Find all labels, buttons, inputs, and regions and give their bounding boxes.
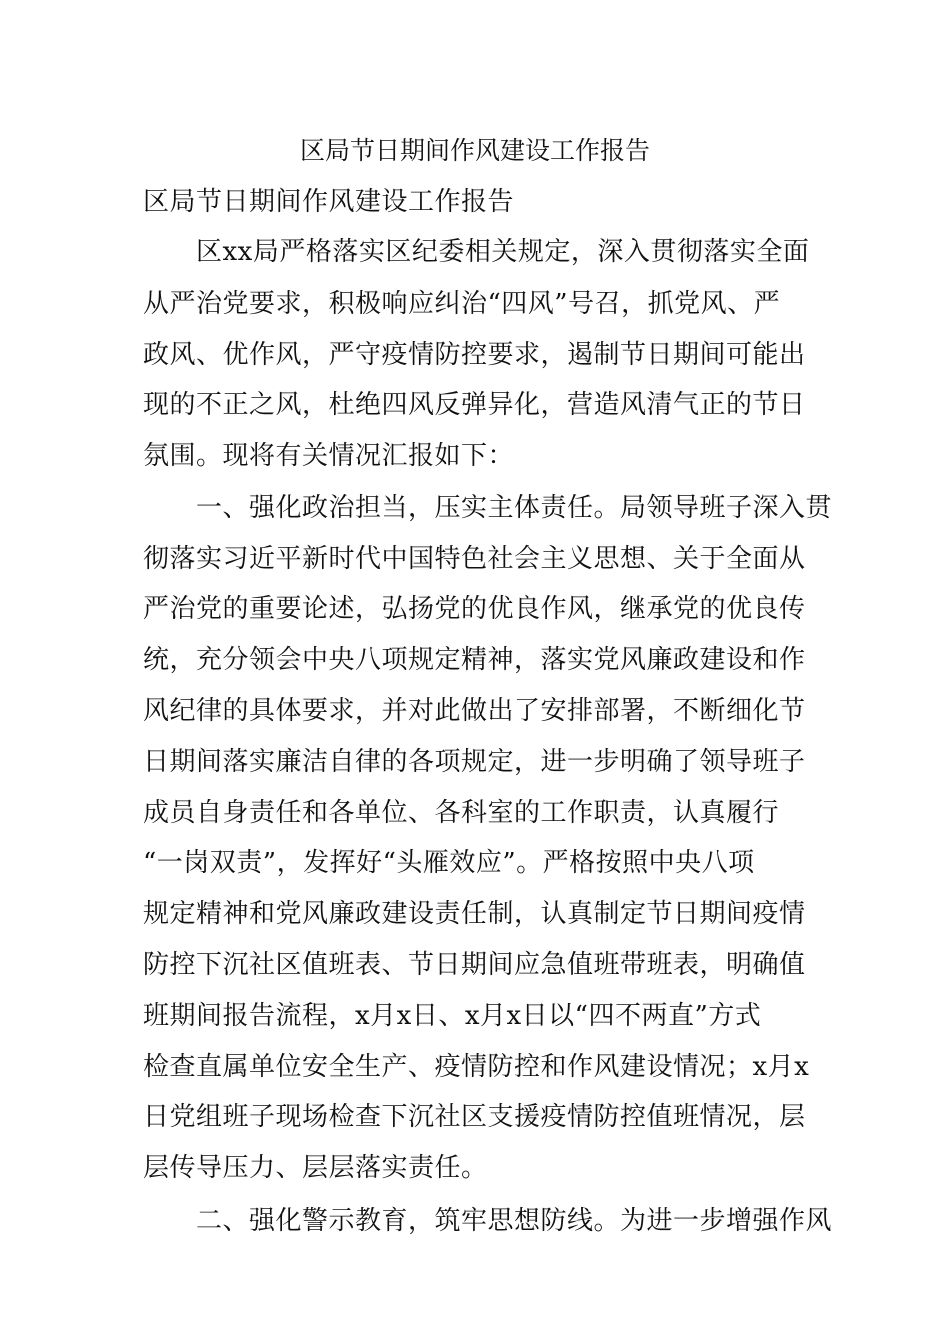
paragraph-line: 严治党的重要论述，弘扬党的优良作风，继承党的优良传 xyxy=(143,594,806,624)
paragraph-line: 层传导压力、层层落实责任。 xyxy=(143,1153,488,1183)
subtitle-line: 区局节日期间作风建设工作报告 xyxy=(143,187,515,217)
paragraph-line: 班期间报告流程，x月x日、x月x日以“四不两直”方式 xyxy=(143,1001,762,1031)
paragraph-line: “一岗双责”，发挥好“头雁效应”。严格按照中央八项 xyxy=(143,848,755,878)
paragraph-line: 成员自身责任和各单位、各科室的工作职责，认真履行 xyxy=(143,798,780,828)
paragraph-line: 风纪律的具体要求，并对此做出了安排部署，不断细化节 xyxy=(143,696,806,726)
paragraph-line: 政风、优作风，严守疫情防控要求，遏制节日期间可能出 xyxy=(143,340,806,370)
paragraph-line: 彻落实习近平新时代中国特色社会主义思想、关于全面从 xyxy=(143,544,806,574)
paragraph-line: 日期间落实廉洁自律的各项规定，进一步明确了领导班子 xyxy=(143,747,806,777)
paragraph-line: 检查直属单位安全生产、疫情防控和作风建设情况；x月x xyxy=(143,1052,810,1082)
paragraph-line: 二、强化警示教育，筑牢思想防线。为进一步增强作风 xyxy=(143,1206,833,1236)
paragraph-line: 统，充分领会中央八项规定精神，落实党风廉政建设和作 xyxy=(143,645,806,675)
paragraph-line: 一、强化政治担当，压实主体责任。局领导班子深入贯 xyxy=(143,493,833,523)
paragraph-line: 防控下沉社区值班表、节日期间应急值班带班表，明确值 xyxy=(143,950,806,980)
paragraph-line: 日党组班子现场检查下沉社区支援疫情防控值班情况，层 xyxy=(143,1102,806,1132)
paragraph-line: 现的不正之风，杜绝四风反弹异化，营造风清气正的节日 xyxy=(143,390,806,420)
paragraph-line: 氛围。现将有关情况汇报如下： xyxy=(143,441,515,471)
paragraph-line: 从严治党要求，积极响应纠治“四风”号召，抓党风、严 xyxy=(143,289,781,319)
document-title: 区局节日期间作风建设工作报告 xyxy=(299,136,650,165)
paragraph-line: 规定精神和党风廉政建设责任制，认真制定节日期间疫情 xyxy=(143,899,806,929)
paragraph-line: 区xx局严格落实区纪委相关规定，深入贯彻落实全面 xyxy=(143,237,810,267)
